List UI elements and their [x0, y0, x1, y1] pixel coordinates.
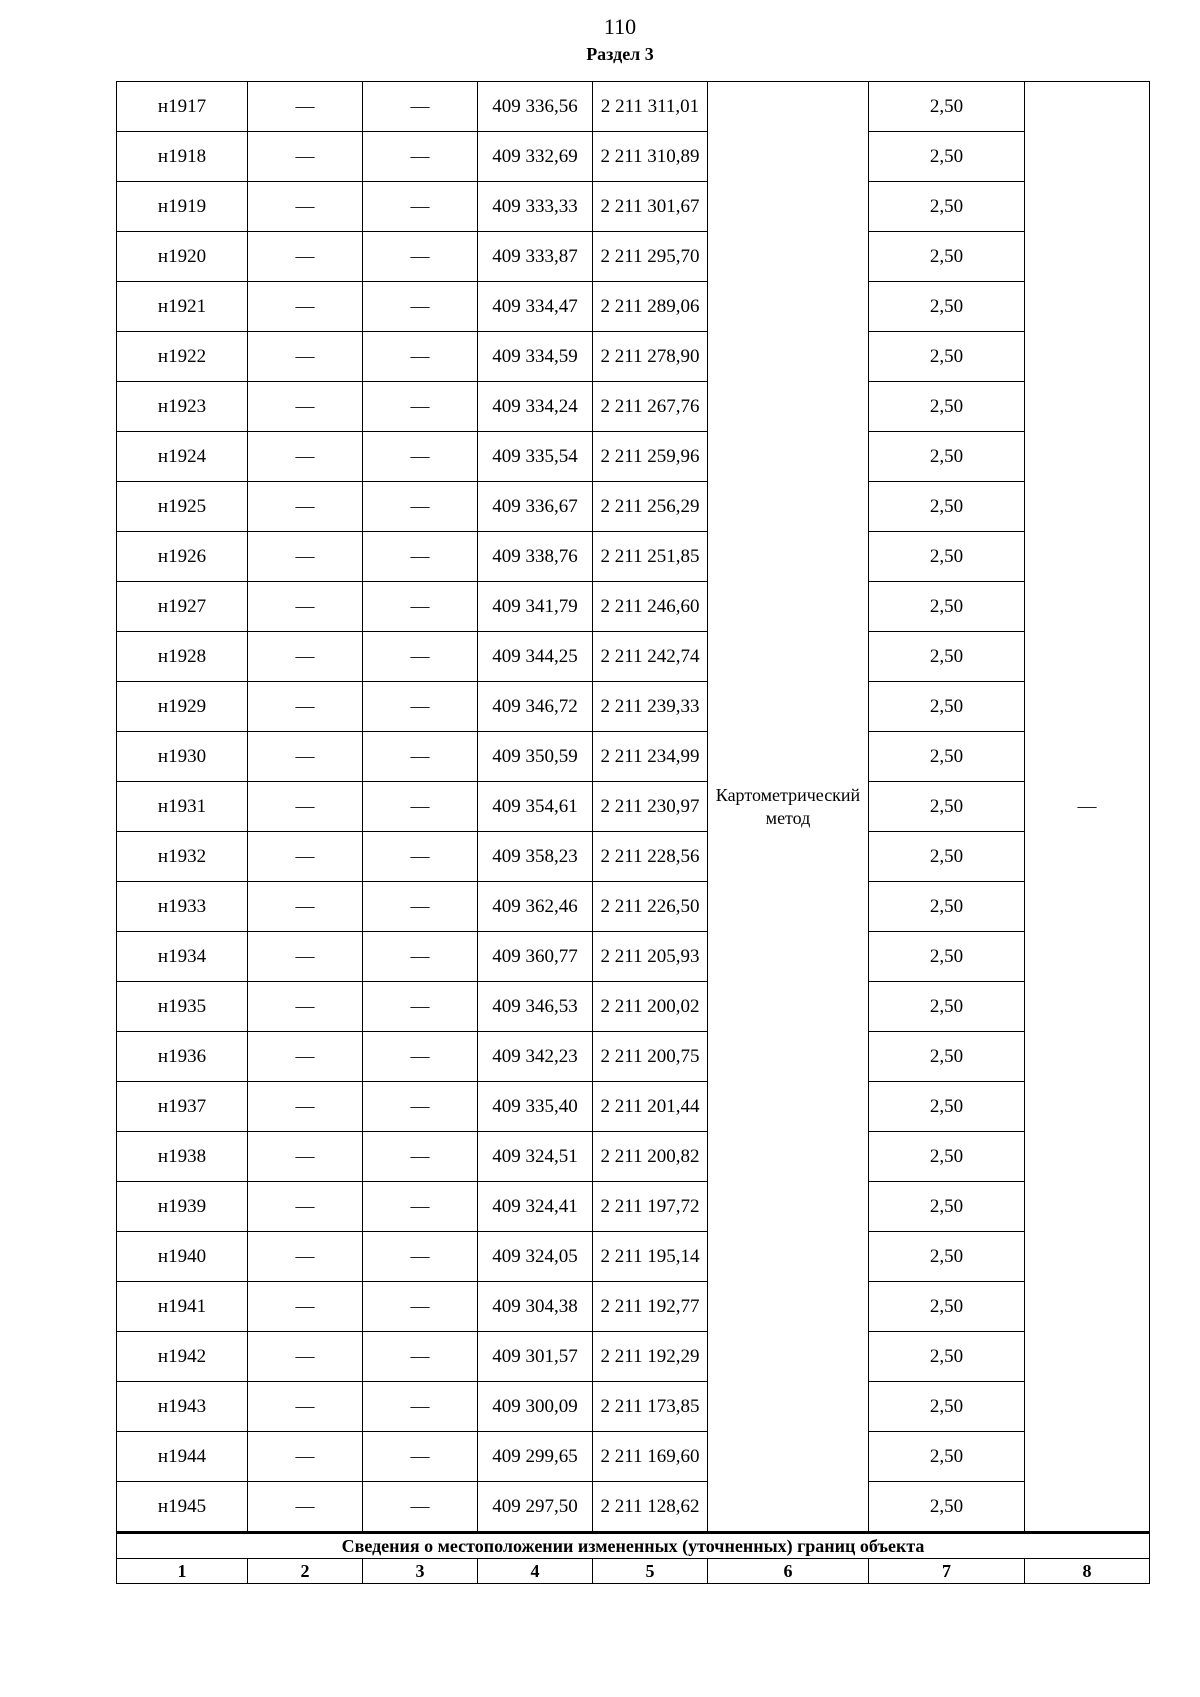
accuracy-cell: 2,50 [869, 532, 1025, 582]
y-coordinate-cell: 2 211 173,85 [593, 1382, 708, 1432]
column-number: 2 [248, 1559, 363, 1584]
column-number: 5 [593, 1559, 708, 1584]
table-row [117, 532, 1150, 582]
accuracy-cell: 2,50 [869, 1132, 1025, 1182]
col2-cell: — [248, 532, 363, 582]
table-row [117, 1132, 1150, 1182]
info-caption-row [117, 1533, 1150, 1559]
y-coordinate-cell: 2 211 256,29 [593, 482, 708, 532]
col2-cell: — [248, 482, 363, 532]
y-coordinate-cell: 2 211 200,75 [593, 1032, 708, 1082]
col2-cell: — [248, 332, 363, 382]
point-cell: н1943 [117, 1382, 248, 1432]
accuracy-cell: 2,50 [869, 932, 1025, 982]
col2-cell: — [248, 432, 363, 482]
point-cell: н1930 [117, 732, 248, 782]
y-coordinate-cell: 2 211 310,89 [593, 132, 708, 182]
col3-cell: — [363, 332, 478, 382]
y-coordinate-cell: 2 211 295,70 [593, 232, 708, 282]
col2-cell: — [248, 982, 363, 1032]
x-coordinate-cell: 409 362,46 [478, 882, 593, 932]
y-coordinate-cell: 2 211 278,90 [593, 332, 708, 382]
point-cell: н1933 [117, 882, 248, 932]
table-row [117, 682, 1150, 732]
table-row [117, 882, 1150, 932]
y-coordinate-cell: 2 211 195,14 [593, 1232, 708, 1282]
accuracy-cell: 2,50 [869, 1432, 1025, 1482]
x-coordinate-cell: 409 338,76 [478, 532, 593, 582]
point-cell: н1939 [117, 1182, 248, 1232]
col3-cell: — [363, 1232, 478, 1282]
point-cell: н1917 [117, 82, 248, 132]
y-coordinate-cell: 2 211 169,60 [593, 1432, 708, 1482]
point-cell: н1927 [117, 582, 248, 632]
x-coordinate-cell: 409 360,77 [478, 932, 593, 982]
x-coordinate-cell: 409 324,05 [478, 1232, 593, 1282]
accuracy-cell: 2,50 [869, 82, 1025, 132]
col3-cell: — [363, 582, 478, 632]
col2-cell: — [248, 1332, 363, 1382]
x-coordinate-cell: 409 335,54 [478, 432, 593, 482]
point-cell: н1926 [117, 532, 248, 582]
point-cell: н1921 [117, 282, 248, 332]
table-row [117, 1182, 1150, 1232]
accuracy-cell: 2,50 [869, 1232, 1025, 1282]
x-coordinate-cell: 409 333,33 [478, 182, 593, 232]
table-row [117, 832, 1150, 882]
col2-cell: — [248, 782, 363, 832]
accuracy-cell: 2,50 [869, 982, 1025, 1032]
x-coordinate-cell: 409 324,41 [478, 1182, 593, 1232]
point-cell: н1924 [117, 432, 248, 482]
table-row [117, 1432, 1150, 1482]
y-coordinate-cell: 2 211 205,93 [593, 932, 708, 982]
accuracy-cell: 2,50 [869, 882, 1025, 932]
col2-cell: — [248, 1382, 363, 1432]
col3-cell: — [363, 482, 478, 532]
y-coordinate-cell: 2 211 234,99 [593, 732, 708, 782]
accuracy-cell: 2,50 [869, 1282, 1025, 1332]
info-caption: Сведения о местоположении измененных (уточненных) границ объекта [117, 1533, 1150, 1559]
coordinates-table [116, 81, 1150, 1584]
y-coordinate-cell: 2 211 230,97 [593, 782, 708, 832]
x-coordinate-cell: 409 342,23 [478, 1032, 593, 1082]
y-coordinate-cell: 2 211 289,06 [593, 282, 708, 332]
section-title: Раздел 3 [586, 44, 654, 64]
x-coordinate-cell: 409 333,87 [478, 232, 593, 282]
x-coordinate-cell: 409 336,56 [478, 82, 593, 132]
col3-cell: — [363, 782, 478, 832]
y-coordinate-cell: 2 211 246,60 [593, 582, 708, 632]
accuracy-cell: 2,50 [869, 682, 1025, 732]
point-cell: н1920 [117, 232, 248, 282]
table-row [117, 1282, 1150, 1332]
y-coordinate-cell: 2 211 201,44 [593, 1082, 708, 1132]
col2-cell: — [248, 632, 363, 682]
table-row [117, 332, 1150, 382]
col3-cell: — [363, 1432, 478, 1482]
col2-cell: — [248, 1182, 363, 1232]
accuracy-cell: 2,50 [869, 282, 1025, 332]
col3-cell: — [363, 382, 478, 432]
x-coordinate-cell: 409 334,59 [478, 332, 593, 382]
col2-cell: — [248, 1282, 363, 1332]
x-coordinate-cell: 409 344,25 [478, 632, 593, 682]
table-row [117, 132, 1150, 182]
x-coordinate-cell: 409 304,38 [478, 1282, 593, 1332]
table-row [117, 82, 1150, 132]
point-cell: н1928 [117, 632, 248, 682]
x-coordinate-cell: 409 346,72 [478, 682, 593, 732]
table-row [117, 432, 1150, 482]
col2-cell: — [248, 1432, 363, 1482]
col3-cell: — [363, 1082, 478, 1132]
y-coordinate-cell: 2 211 267,76 [593, 382, 708, 432]
table-row [117, 282, 1150, 332]
col2-cell: — [248, 282, 363, 332]
point-cell: н1935 [117, 982, 248, 1032]
x-coordinate-cell: 409 358,23 [478, 832, 593, 882]
col3-cell: — [363, 1282, 478, 1332]
table-row [117, 1382, 1150, 1432]
accuracy-cell: 2,50 [869, 332, 1025, 382]
column-number: 3 [363, 1559, 478, 1584]
accuracy-cell: 2,50 [869, 1082, 1025, 1132]
col8-cell: — [1025, 82, 1150, 1533]
x-coordinate-cell: 409 335,40 [478, 1082, 593, 1132]
table-row [117, 582, 1150, 632]
x-coordinate-cell: 409 332,69 [478, 132, 593, 182]
column-number: 8 [1025, 1559, 1150, 1584]
method-cell: Картометрический метод [708, 82, 869, 1533]
col3-cell: — [363, 932, 478, 982]
col3-cell: — [363, 82, 478, 132]
point-cell: н1931 [117, 782, 248, 832]
accuracy-cell: 2,50 [869, 432, 1025, 482]
col2-cell: — [248, 832, 363, 882]
x-coordinate-cell: 409 346,53 [478, 982, 593, 1032]
col3-cell: — [363, 732, 478, 782]
column-number: 6 [708, 1559, 869, 1584]
col2-cell: — [248, 132, 363, 182]
col2-cell: — [248, 732, 363, 782]
column-number: 4 [478, 1559, 593, 1584]
accuracy-cell: 2,50 [869, 482, 1025, 532]
y-coordinate-cell: 2 211 259,96 [593, 432, 708, 482]
y-coordinate-cell: 2 211 228,56 [593, 832, 708, 882]
table-row [117, 632, 1150, 682]
col3-cell: — [363, 532, 478, 582]
accuracy-cell: 2,50 [869, 732, 1025, 782]
y-coordinate-cell: 2 211 192,29 [593, 1332, 708, 1382]
accuracy-cell: 2,50 [869, 1332, 1025, 1382]
point-cell: н1938 [117, 1132, 248, 1182]
x-coordinate-cell: 409 301,57 [478, 1332, 593, 1382]
point-cell: н1937 [117, 1082, 248, 1132]
col3-cell: — [363, 1132, 478, 1182]
accuracy-cell: 2,50 [869, 582, 1025, 632]
table-row [117, 382, 1150, 432]
table-row [117, 1482, 1150, 1533]
point-cell: н1929 [117, 682, 248, 732]
y-coordinate-cell: 2 211 242,74 [593, 632, 708, 682]
point-cell: н1941 [117, 1282, 248, 1332]
col2-cell: — [248, 82, 363, 132]
point-cell: н1944 [117, 1432, 248, 1482]
col2-cell: — [248, 682, 363, 732]
col2-cell: — [248, 1482, 363, 1533]
col3-cell: — [363, 982, 478, 1032]
x-coordinate-cell: 409 354,61 [478, 782, 593, 832]
col3-cell: — [363, 1482, 478, 1533]
col2-cell: — [248, 1232, 363, 1282]
accuracy-cell: 2,50 [869, 182, 1025, 232]
col3-cell: — [363, 432, 478, 482]
col2-cell: — [248, 232, 363, 282]
point-cell: н1923 [117, 382, 248, 432]
point-cell: н1936 [117, 1032, 248, 1082]
x-coordinate-cell: 409 299,65 [478, 1432, 593, 1482]
table-row [117, 932, 1150, 982]
y-coordinate-cell: 2 211 239,33 [593, 682, 708, 732]
y-coordinate-cell: 2 211 301,67 [593, 182, 708, 232]
x-coordinate-cell: 409 324,51 [478, 1132, 593, 1182]
col3-cell: — [363, 632, 478, 682]
y-coordinate-cell: 2 211 200,02 [593, 982, 708, 1032]
col3-cell: — [363, 1032, 478, 1082]
table-row [117, 1332, 1150, 1382]
table-row [117, 482, 1150, 532]
table-body [117, 82, 1150, 1584]
accuracy-cell: 2,50 [869, 832, 1025, 882]
y-coordinate-cell: 2 211 251,85 [593, 532, 708, 582]
point-cell: н1925 [117, 482, 248, 532]
column-number: 7 [869, 1559, 1025, 1584]
accuracy-cell: 2,50 [869, 1032, 1025, 1082]
x-coordinate-cell: 409 336,67 [478, 482, 593, 532]
col2-cell: — [248, 882, 363, 932]
y-coordinate-cell: 2 211 128,62 [593, 1482, 708, 1533]
col3-cell: — [363, 232, 478, 282]
y-coordinate-cell: 2 211 192,77 [593, 1282, 708, 1332]
col2-cell: — [248, 182, 363, 232]
col3-cell: — [363, 1332, 478, 1382]
table-row [117, 182, 1150, 232]
point-cell: н1945 [117, 1482, 248, 1533]
y-coordinate-cell: 2 211 197,72 [593, 1182, 708, 1232]
accuracy-cell: 2,50 [869, 1482, 1025, 1533]
accuracy-cell: 2,50 [869, 1182, 1025, 1232]
column-number: 1 [117, 1559, 248, 1584]
y-coordinate-cell: 2 211 226,50 [593, 882, 708, 932]
col2-cell: — [248, 382, 363, 432]
table-row [117, 232, 1150, 282]
accuracy-cell: 2,50 [869, 632, 1025, 682]
y-coordinate-cell: 2 211 311,01 [593, 82, 708, 132]
page-number: 110 [603, 14, 637, 39]
col3-cell: — [363, 882, 478, 932]
accuracy-cell: 2,50 [869, 1382, 1025, 1432]
table-row [117, 1232, 1150, 1282]
col2-cell: — [248, 1132, 363, 1182]
point-cell: н1934 [117, 932, 248, 982]
x-coordinate-cell: 409 334,24 [478, 382, 593, 432]
col3-cell: — [363, 282, 478, 332]
accuracy-cell: 2,50 [869, 782, 1025, 832]
table-row [117, 782, 1150, 832]
point-cell: н1918 [117, 132, 248, 182]
point-cell: н1922 [117, 332, 248, 382]
col3-cell: — [363, 1182, 478, 1232]
col2-cell: — [248, 932, 363, 982]
table-row [117, 732, 1150, 782]
col3-cell: — [363, 832, 478, 882]
point-cell: н1940 [117, 1232, 248, 1282]
point-cell: н1942 [117, 1332, 248, 1382]
col2-cell: — [248, 1082, 363, 1132]
x-coordinate-cell: 409 341,79 [478, 582, 593, 632]
col3-cell: — [363, 132, 478, 182]
x-coordinate-cell: 409 297,50 [478, 1482, 593, 1533]
y-coordinate-cell: 2 211 200,82 [593, 1132, 708, 1182]
col2-cell: — [248, 1032, 363, 1082]
column-numbers-row [117, 1559, 1150, 1584]
col3-cell: — [363, 1382, 478, 1432]
col2-cell: — [248, 582, 363, 632]
point-cell: н1919 [117, 182, 248, 232]
x-coordinate-cell: 409 300,09 [478, 1382, 593, 1432]
x-coordinate-cell: 409 350,59 [478, 732, 593, 782]
accuracy-cell: 2,50 [869, 132, 1025, 182]
point-cell: н1932 [117, 832, 248, 882]
col3-cell: — [363, 182, 478, 232]
x-coordinate-cell: 409 334,47 [478, 282, 593, 332]
table-row [117, 1032, 1150, 1082]
accuracy-cell: 2,50 [869, 382, 1025, 432]
table-row [117, 982, 1150, 1032]
col3-cell: — [363, 682, 478, 732]
table-row [117, 1082, 1150, 1132]
accuracy-cell: 2,50 [869, 232, 1025, 282]
